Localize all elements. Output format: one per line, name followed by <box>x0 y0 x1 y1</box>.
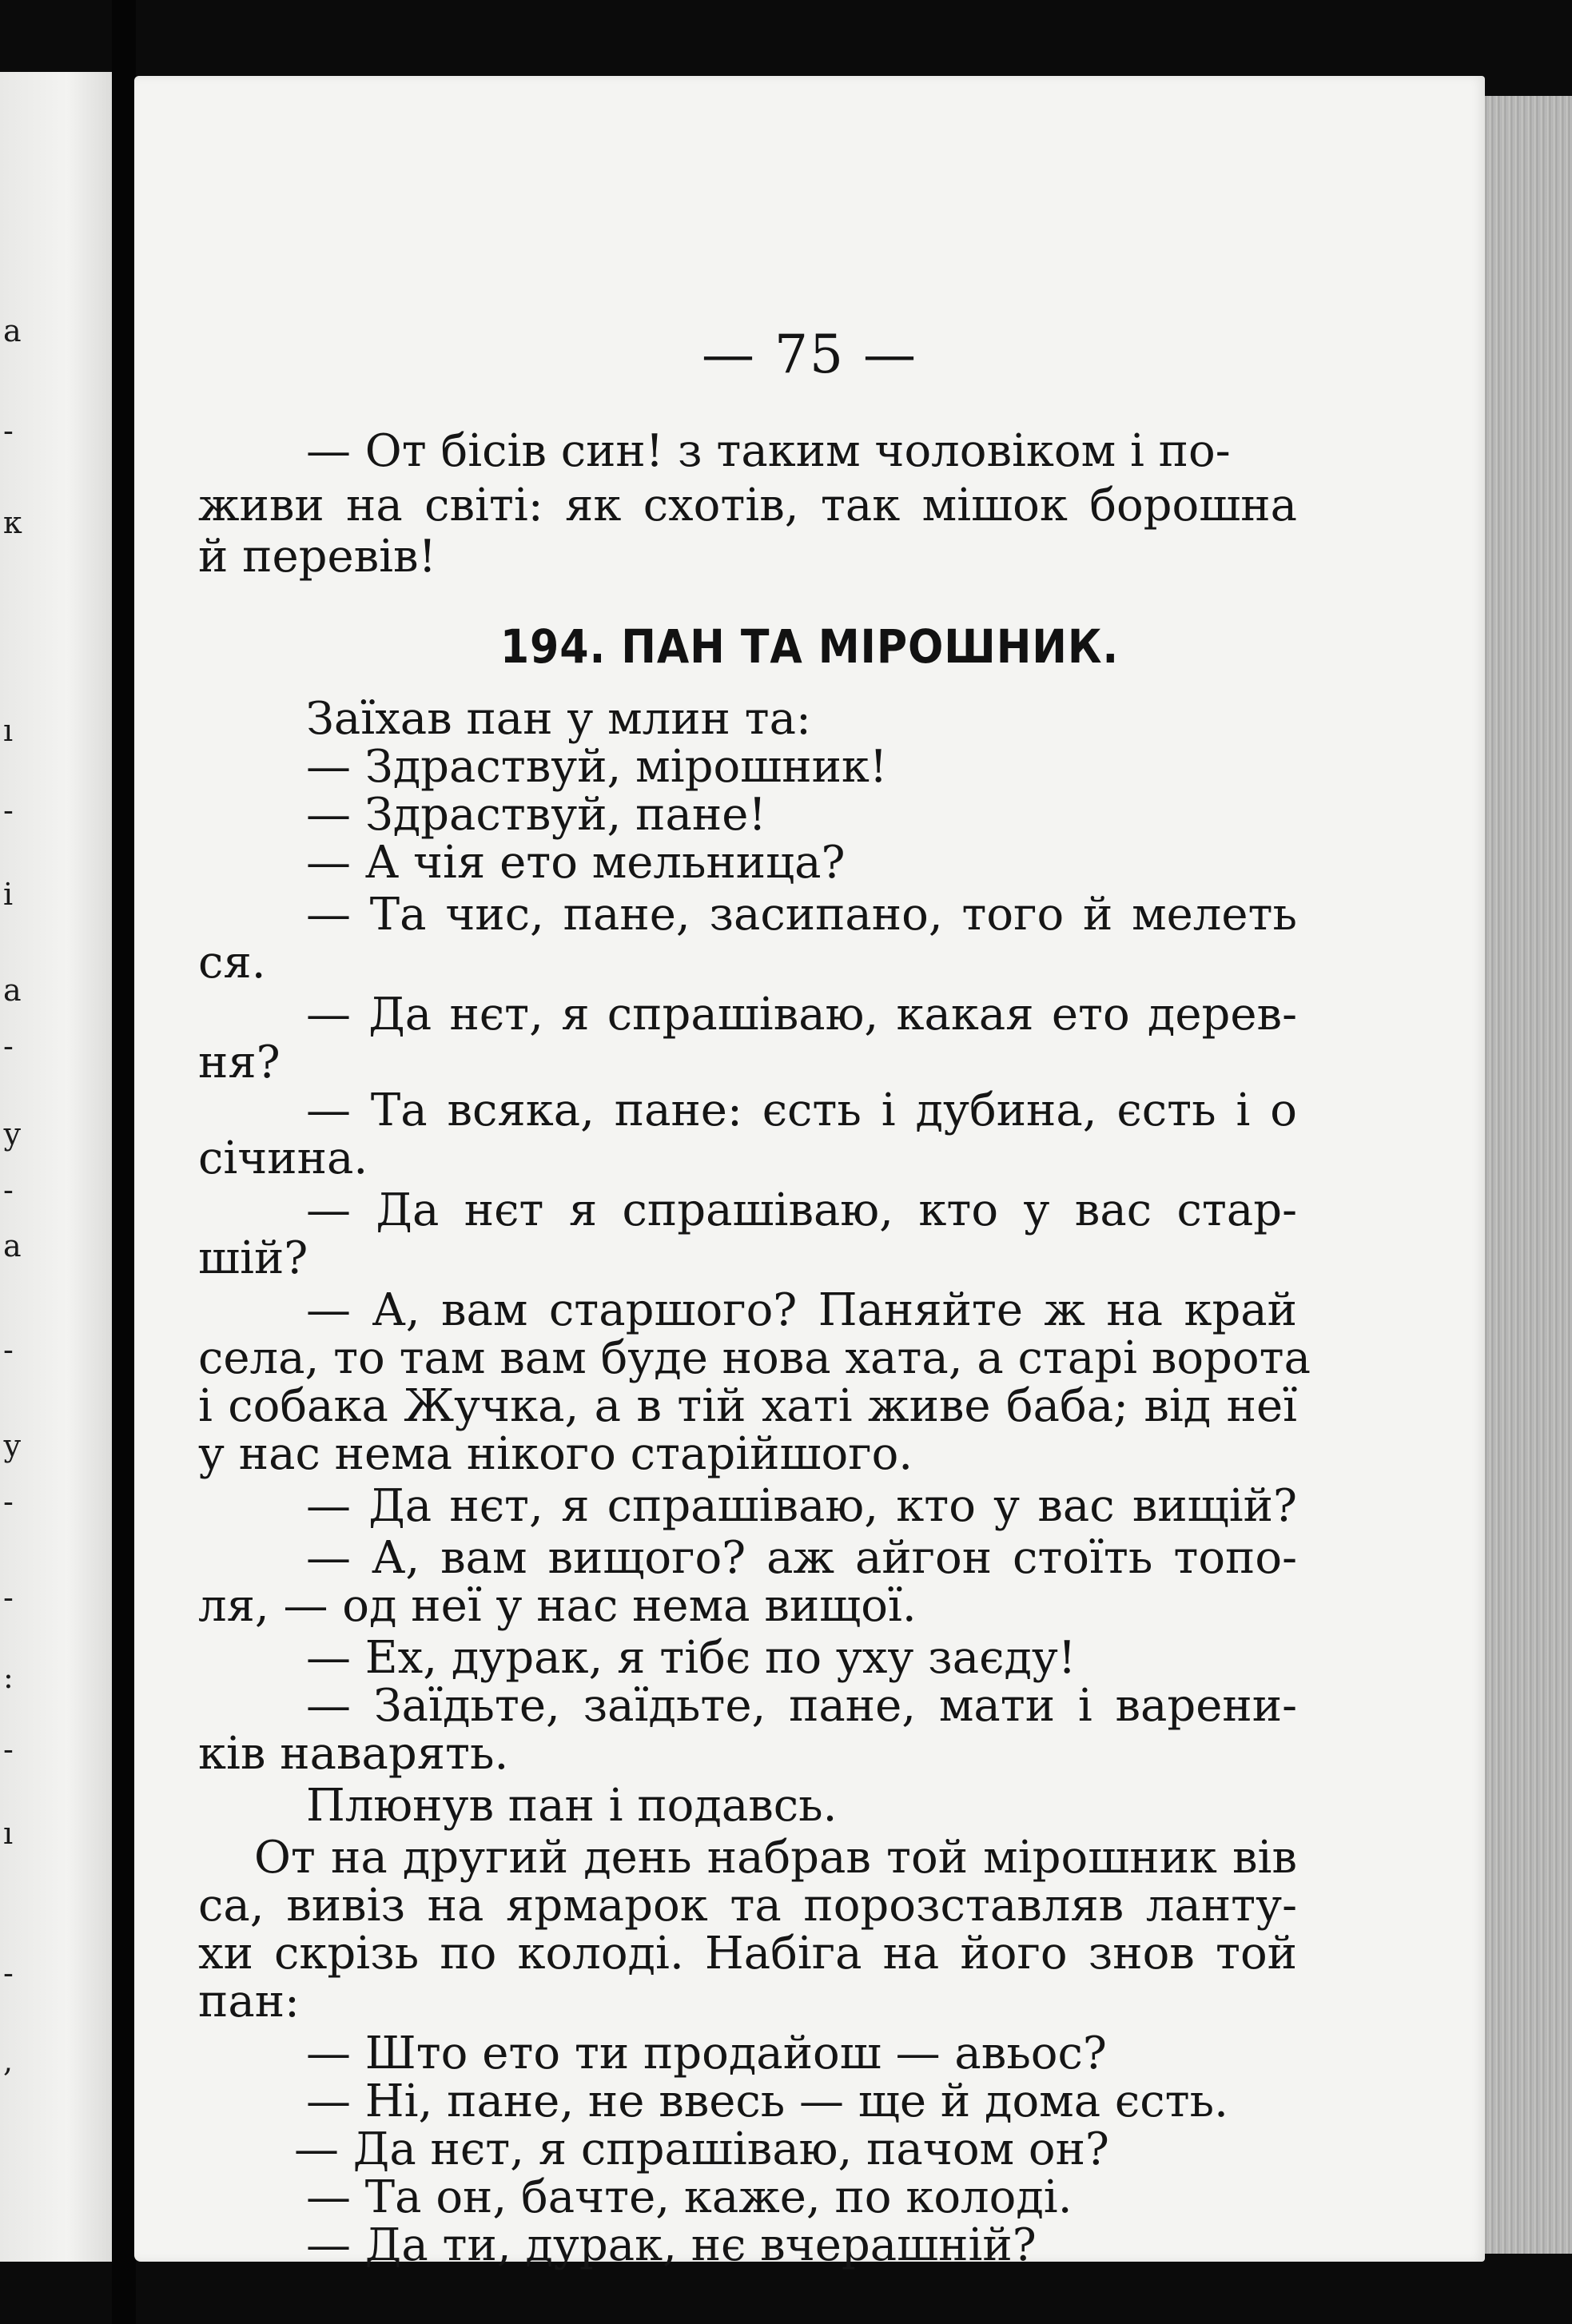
page-number: — 75 — <box>702 324 917 385</box>
text-line: — А чія ето мельница? <box>306 837 846 889</box>
left-page-fragment: - <box>3 1732 14 1767</box>
text-line: — А, вам вищого? аж айгон стоїть топо- <box>306 1532 1297 1584</box>
left-page-fragment: у <box>3 1428 22 1463</box>
text-line: села, то там вам буде нова хата, а старі ворота <box>198 1332 1311 1384</box>
text-line: пан: <box>198 1976 300 2028</box>
text-line: — Да нєт, я спрашіваю, кто у вас вищій? <box>306 1480 1297 1532</box>
text-line: — А, вам старшого? Паняйте ж на край <box>306 1284 1297 1336</box>
text-line: — Да ти, дурак, нє вчерашній? <box>306 2219 1037 2271</box>
left-page-fragment: у <box>3 1116 22 1152</box>
left-page-fragment: - <box>3 793 14 828</box>
text-line: — Ех, дурак, я тібє по уху заєду! <box>306 1632 1077 1684</box>
text-line: ся. <box>198 937 266 989</box>
left-page-fragment: - <box>3 1580 14 1615</box>
left-page-fragment: а <box>3 973 22 1008</box>
text-line: — Здраствуй, мірошник! <box>306 741 888 793</box>
book-page <box>134 76 1485 2271</box>
text-line: — Здраствуй, пане! <box>306 789 766 841</box>
text-line: — Та всяка, пане: єсть і дубина, єсть і о <box>306 1084 1297 1136</box>
left-page-fragment: - <box>3 413 14 448</box>
left-page-fragment: - <box>3 1484 14 1519</box>
text-line: і собака Жучка, а в тій хаті живе баба; від неї <box>198 1380 1297 1432</box>
left-page-fragment: - <box>3 1172 14 1208</box>
left-page-fragment: а <box>3 313 22 348</box>
text-line: у нас нема нікого старійшого. <box>198 1428 913 1480</box>
text-line: Заїхав пан у млин та: <box>306 693 811 745</box>
text-line: — Да нєт, я спрашіваю, пачом он? <box>294 2123 1109 2175</box>
left-page-fragment: а <box>3 1228 22 1263</box>
text-line: са, вивіз на ярмарок та порозставляв ланту- <box>198 1880 1297 1932</box>
text-line: шій? <box>198 1232 308 1284</box>
left-page-fragment: і <box>3 877 14 912</box>
text-line: хи скрізь по колоді. Набіга на його знов той <box>198 1928 1297 1980</box>
left-page-fragment: , <box>3 2043 14 2079</box>
text-line: — Што ето ти продайош — авьос? <box>306 2028 1107 2079</box>
text-line: ля, — од неї у нас нема вищої. <box>198 1580 917 1632</box>
text-line: — Та он, бачте, каже, по колоді. <box>306 2171 1073 2223</box>
text-line: ків наварять. <box>198 1728 509 1780</box>
text-line: — Ні, пане, не ввесь — ще й дома єсть. <box>306 2075 1228 2127</box>
left-page-fragment: - <box>3 1029 14 1064</box>
text-line: січина. <box>198 1132 368 1184</box>
left-page-fragment: - <box>3 1956 14 1991</box>
book-gutter <box>112 0 136 2324</box>
text-line: живи на світі: як схотів, так мішок борошна <box>198 480 1297 531</box>
left-page-fragment: ı <box>3 1816 14 1851</box>
text-line: ня? <box>198 1037 281 1088</box>
text-line: й перевів! <box>198 531 437 583</box>
text-line: — Да нєт я спрашіваю, кто у вас стар- <box>306 1184 1297 1236</box>
text-line: — Та чис, пане, засипано, того й мелеть <box>306 889 1297 941</box>
text-line: — Да нєт, я спрашіваю, какая ето дерев- <box>306 989 1297 1041</box>
text-line: — Заїдьте, заїдьте, пане, мати і варени- <box>306 1680 1297 1732</box>
text-line: От на другий день набрав той мірошник вів <box>254 1832 1297 1884</box>
left-facing-page <box>0 72 112 2262</box>
text-line: — От бісів син! з таким чоловіком і по- <box>306 425 1231 477</box>
left-page-fragment: : <box>3 1660 14 1695</box>
story-title: 194. ПАН ТА МІРОШНИК. <box>499 619 1120 674</box>
left-page-fragment: к <box>3 505 22 540</box>
left-page-fragment: - <box>3 1332 14 1367</box>
text-line: Плюнув пан і подавсь. <box>306 1780 838 1832</box>
left-page-fragment: ı <box>3 713 14 748</box>
